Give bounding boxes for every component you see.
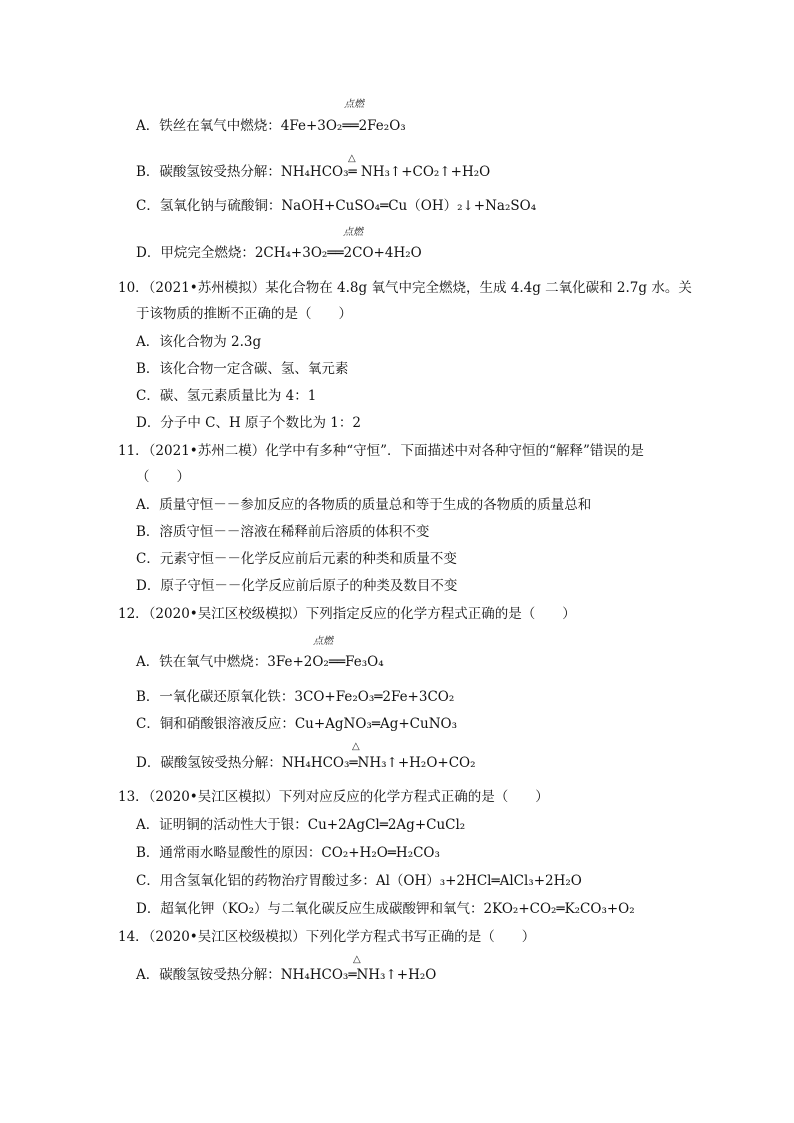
- reaction-condition: 点燃: [344, 99, 364, 110]
- question-13-stem: 13．（2020•吴江区模拟）下列对应反应的化学方程式正确的是（ ）: [118, 789, 549, 805]
- question-14-stem: 14．（2020•吴江区校级模拟）下列化学方程式书写正确的是（ ）: [118, 929, 536, 945]
- option-12d: D．碳酸氢铵受热分解：NH₄HCO₃═NH₃↑+H₂O+CO₂: [136, 755, 476, 771]
- option-10d: D．分子中 C、H 原子个数比为 1：2: [136, 415, 361, 431]
- option-9c: C．氢氧化钠与硫酸铜：NaOH+CuSO₄═Cu（OH）₂↓+Na₂SO₄: [136, 198, 537, 214]
- option-13d: D．超氧化钾（KO₂）与二氧化碳反应生成碳酸钾和氧气：2KO₂+CO₂═K₂CO₃+O₂: [136, 901, 635, 917]
- reaction-condition: 点燃: [313, 636, 333, 647]
- option-9a: A．铁丝在氧气中燃烧：4Fe+3O₂══2Fe₂O₃: [136, 118, 406, 134]
- heat-symbol: △: [352, 741, 360, 752]
- question-10-stem: 10．（2021•苏州模拟）某化合物在 4.8g 氧气中完全燃烧，生成 4.4g 二氧化碳和 2.7g 水。关: [118, 280, 692, 296]
- question-10-stem-cont: 于该物质的推断不正确的是（ ）: [136, 306, 352, 322]
- option-10c: C．碳、氢元素质量比为 4：1: [136, 388, 317, 404]
- reaction-condition: 点燃: [343, 227, 363, 238]
- option-11d: D．原子守恒－－化学反应前后原子的种类及数目不变: [136, 578, 458, 594]
- option-11b: B．溶质守恒－－溶液在稀释前后溶质的体积不变: [136, 524, 430, 540]
- option-12c: C．铜和硝酸银溶液反应：Cu+AgNO₃═Ag+CuNO₃: [136, 716, 457, 732]
- question-12-stem: 12．（2020•吴江区校级模拟）下列指定反应的化学方程式正确的是（ ）: [118, 606, 576, 622]
- heat-symbol: △: [353, 954, 361, 965]
- option-13a: A．证明铜的活动性大于银：Cu+2AgCl═2Ag+CuCl₂: [136, 817, 466, 833]
- option-14a: A．碳酸氢铵受热分解：NH₄HCO₃═NH₃↑+H₂O: [136, 967, 437, 983]
- option-13c: C．用含氢氧化铝的药物治疗胃酸过多：Al（OH）₃+2HCl═AlCl₃+2H₂O: [136, 873, 582, 889]
- heat-symbol: △: [348, 153, 356, 164]
- option-10b: B．该化合物一定含碳、氢、氧元素: [136, 361, 349, 377]
- question-11-stem-cont: （ ）: [136, 469, 190, 485]
- option-13b: B．通常雨水略显酸性的原因：CO₂+H₂O═H₂CO₃: [136, 845, 440, 861]
- option-10a: A．该化合物为 2.3g: [136, 334, 262, 350]
- option-11c: C．元素守恒－－化学反应前后元素的种类和质量不变: [136, 551, 457, 567]
- option-11a: A．质量守恒－－参加反应的各物质的质量总和等于生成的各物质的质量总和: [136, 497, 592, 513]
- question-11-stem: 11．（2021•苏州二模）化学中有多种“守恒”．下面描述中对各种守恒的“解释”错误的是: [118, 443, 644, 459]
- option-9b: B．碳酸氢铵受热分解：NH₄HCO₃═ NH₃↑+CO₂↑+H₂O: [136, 164, 491, 180]
- option-12b: B．一氧化碳还原氧化铁：3CO+Fe₂O₃═2Fe+3CO₂: [136, 689, 455, 705]
- option-12a: A．铁在氧气中燃烧：3Fe+2O₂══Fe₃O₄: [136, 654, 384, 670]
- option-9d: D．甲烷完全燃烧：2CH₄+3O₂══2CO+4H₂O: [136, 245, 422, 261]
